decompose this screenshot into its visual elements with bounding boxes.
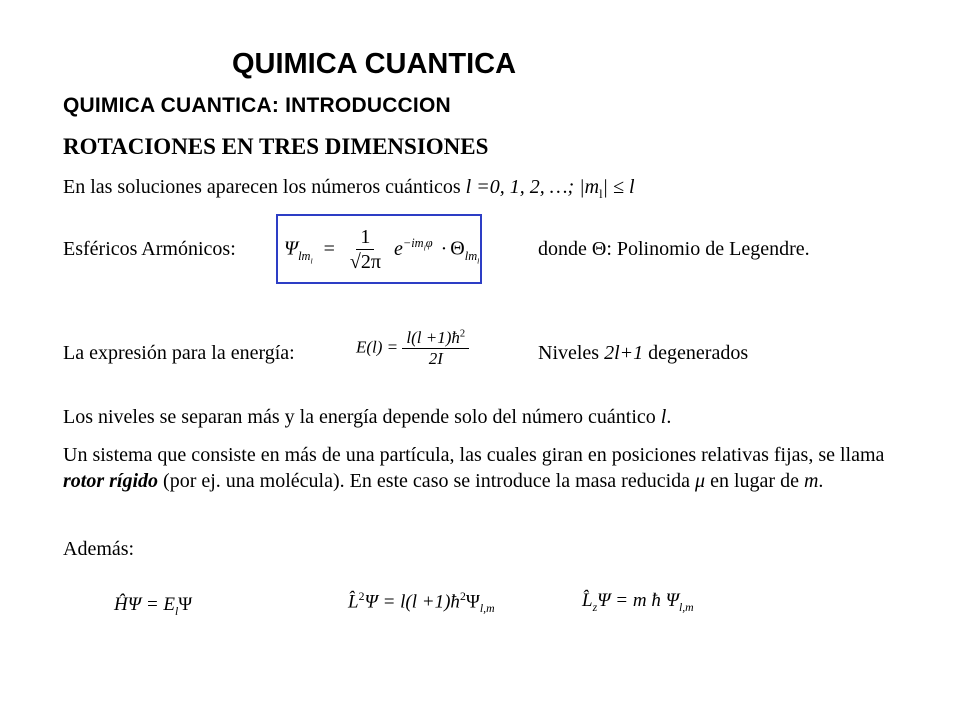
psi-lm-subscript: l,m (479, 602, 495, 616)
lz-operator: L̂ (582, 590, 593, 611)
degeneracy-prefix: Niveles (538, 342, 605, 364)
exponent-subscript: l (423, 243, 426, 253)
spherical-harmonics-label: Esféricos Armónicos: (63, 238, 236, 260)
subtitle: QUIMICA CUANTICA: INTRODUCCION (63, 94, 451, 117)
psi-rhs: Ψ (465, 591, 480, 613)
quantum-number-l: l (660, 406, 667, 428)
energy-equation (356, 328, 469, 369)
fraction-numerator: 1 (356, 226, 374, 250)
angular-momentum-squared-equation (348, 590, 495, 616)
lz-middle: Ψ = m ħ Ψ (597, 590, 679, 611)
theta-subscript: lm (464, 248, 478, 263)
energy-levels-paragraph (63, 406, 671, 429)
paragraph-end: . (818, 470, 824, 492)
energy-lhs: E(l) = (356, 337, 399, 357)
rigid-rotor-term: rotor rígido (63, 470, 159, 492)
z-subscript: z (592, 600, 598, 614)
dot-operator: · (440, 237, 448, 260)
theta-subsubscript: l (477, 256, 480, 266)
ml-subscript: l (599, 187, 603, 201)
mu-symbol: μ (695, 470, 706, 492)
degeneracy-suffix: degenerados (643, 342, 749, 364)
energy-fraction (402, 328, 469, 369)
paragraph-end: . (666, 406, 672, 428)
l-squared-exponent: 2 (358, 590, 365, 603)
fraction-denominator: √2π (349, 251, 381, 273)
psi-symbol: Ψ (284, 237, 299, 260)
equals-sign: = (323, 237, 335, 260)
rigid-rotor-paragraph (63, 442, 923, 494)
rigid-rotor-text-2: (por ej. una molécula). En este caso se introduce la masa reducida (158, 470, 696, 492)
hbar-squared-exponent: 2 (459, 590, 466, 603)
energy-subscript: l (175, 604, 179, 618)
psi-lm-subscript: l,m (678, 600, 694, 614)
spherical-harmonics-equation (284, 226, 479, 274)
quantum-numbers-line (63, 176, 635, 202)
theta-symbol: Θ (450, 237, 465, 260)
legendre-note: donde Θ: Polinomio de Legendre. (538, 238, 810, 260)
exponential-base: e (393, 237, 403, 260)
quantum-numbers-text: En las soluciones aparecen los números cuánticos (63, 176, 466, 198)
psi-rhs: Ψ (178, 594, 193, 615)
energy-denominator: 2I (428, 348, 443, 368)
energy-numerator-exponent: 2 (459, 328, 466, 340)
rigid-rotor-text-3: en lugar de (705, 470, 804, 492)
degeneracy-note (538, 342, 748, 365)
rigid-rotor-text-1: Un sistema que consiste en más de una partícula, las cuales giran en posiciones relativas fijas, se llama (63, 444, 885, 466)
energy-label: La expresión para la energía: (63, 342, 295, 364)
degeneracy-formula: 2l+1 (604, 342, 644, 364)
mass-symbol: m (803, 470, 819, 492)
hamiltonian-equation (114, 594, 192, 619)
l-operator: L̂ (348, 591, 359, 613)
lz-equation (582, 590, 694, 615)
quantum-numbers-tail: | ≤ l (602, 176, 635, 198)
energy-numerator: l(l +1)ħ (406, 328, 460, 347)
phi-symbol: φ (425, 235, 433, 250)
hamiltonian-lhs: ĤΨ = E (114, 594, 176, 615)
l-squared-middle: Ψ = l(l +1)ħ (364, 591, 460, 613)
normalization-fraction (346, 226, 385, 274)
psi-subscript: lm (298, 248, 311, 263)
page-title: QUIMICA CUANTICA (231, 48, 517, 80)
ademas-label: Además: (63, 538, 135, 560)
quantum-numbers-values: l =0, 1, 2, …; |m (465, 176, 600, 198)
spherical-harmonics-equation-box (276, 214, 482, 284)
exponent: −im (402, 235, 424, 250)
psi-subsubscript: l (310, 256, 313, 266)
section-heading: ROTACIONES EN TRES DIMENSIONES (63, 134, 489, 159)
energy-levels-text: Los niveles se separan más y la energía depende solo del número cuántico (63, 406, 661, 428)
